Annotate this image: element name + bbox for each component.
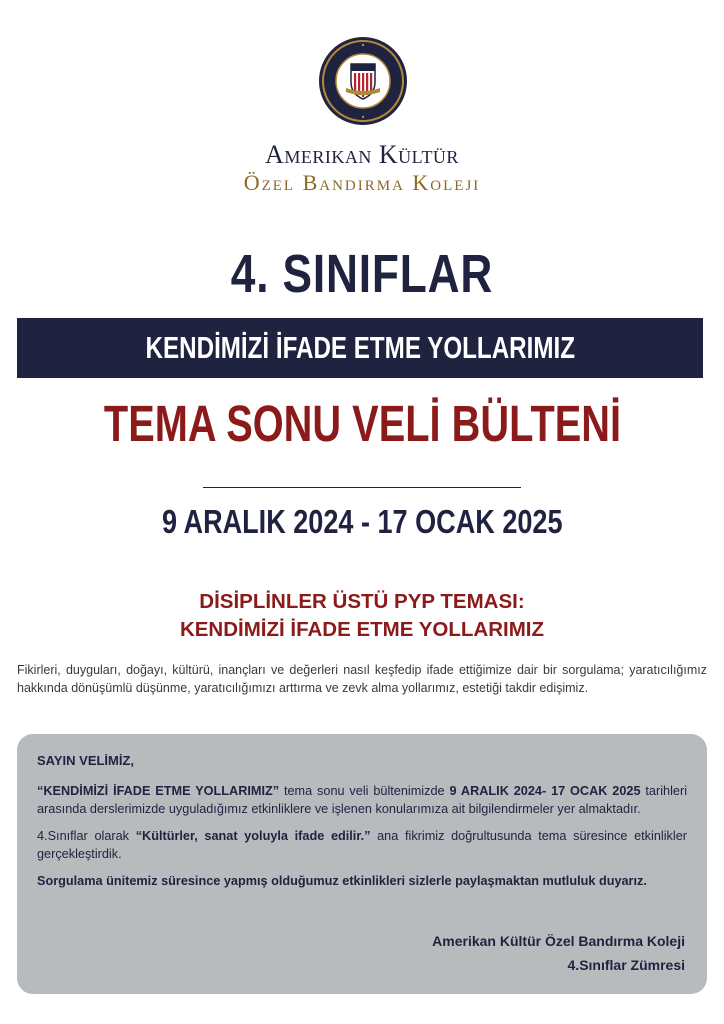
letter-text: tarihleri arasında derslerimizde uyguladığımız etkinliklere ve işlenen konularımıza ait bilgilendirmeler yer almaktadır. xyxy=(37,784,688,816)
parent-letter-box xyxy=(17,734,707,994)
bulletin-title-text: TEMA SONU VELİ BÜLTENİ xyxy=(103,395,621,452)
pyp-theme-heading xyxy=(0,588,724,644)
letter-paragraph-1 xyxy=(37,782,687,818)
date-bold: 9 ARALIK 2024- 17 OCAK 2025 xyxy=(449,784,641,798)
letter-paragraph-2 xyxy=(37,827,687,863)
bulletin-title xyxy=(0,394,724,453)
date-range xyxy=(0,503,724,541)
brand-name: Amerikan Kültür xyxy=(265,140,459,169)
school-name: Özel Bandırma Koleji xyxy=(243,170,481,195)
date-range-text: 9 ARALIK 2024 - 17 OCAK 2025 xyxy=(161,503,563,540)
letter-text: 4.Sınıflar olarak xyxy=(37,829,136,843)
letter-text: ana fikrimiz doğrultusunda tema süresince etkinlikler gerçekleştirdik. xyxy=(37,829,687,861)
central-idea-bold: “Kültürler, sanat yoluyla ifade edilir.” xyxy=(135,829,371,843)
letter-paragraph-3 xyxy=(37,872,687,890)
theme-description: Fikirleri, duyguları, doğayı, kültürü, inançları ve değerleri nasıl keşfedip ifade ettiğimize dair bir sorgulama; yaratıcılığımız hakkında dönüşümlü düşünme, yaratıcılığımızı arttırma ve zevk alma yollarımız, estetiği takdir edişimiz. xyxy=(17,663,707,695)
theme-band-text: KENDİMİZİ İFADE ETME YOLLARIMIZ xyxy=(145,330,575,365)
grade-title: 4. SINIFLAR xyxy=(230,244,494,304)
letter-closing: Sorgulama ünitemiz süresince yapmış olduğumuz etkinlikleri sizlerle paylaşmaktan mutluluk duyarız. xyxy=(37,874,647,888)
school-logo-icon xyxy=(318,36,408,126)
letter-greeting: SAYIN VELİMİZ, xyxy=(37,753,135,768)
signature-group: 4.Sınıflar Zümresi xyxy=(567,957,685,973)
signature-school: Amerikan Kültür Özel Bandırma Koleji xyxy=(432,933,685,949)
pyp-theme-line2: KENDİMİZİ İFADE ETME YOLLARIMIZ xyxy=(179,618,545,641)
letter-text: tema sonu veli bültenimizde xyxy=(279,784,450,798)
divider xyxy=(203,487,521,488)
theme-band xyxy=(17,318,703,378)
pyp-theme-line1: DİSİPLİNLER ÜSTÜ PYP TEMASI: xyxy=(199,590,525,613)
theme-name-bold: “KENDİMİZİ İFADE ETME YOLLARIMIZ” xyxy=(37,784,280,798)
